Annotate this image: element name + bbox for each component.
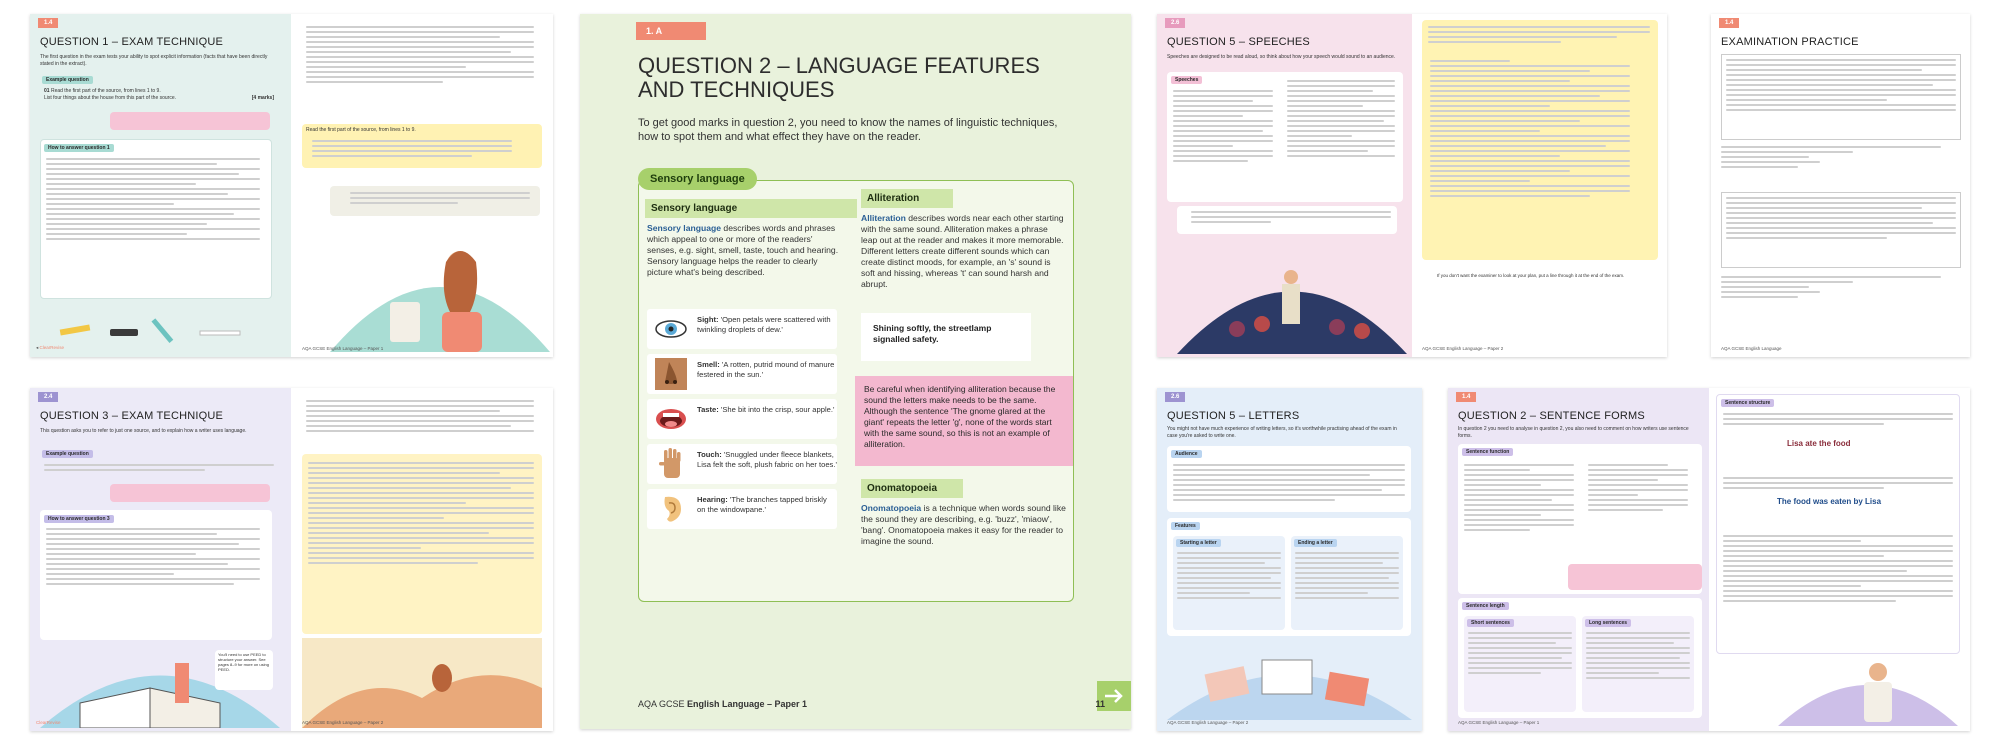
speeches-box <box>1167 72 1403 202</box>
function-label: Sentence function <box>1462 448 1513 456</box>
alliteration-term: Alliteration <box>861 213 906 223</box>
sense-taste-text <box>697 405 837 415</box>
example-label: Example question <box>42 76 93 84</box>
section-badge: 2.6 <box>1165 392 1185 402</box>
answer-box <box>302 454 542 634</box>
footer-title: AQA GCSE English Language – Paper 2 <box>1167 720 1249 725</box>
page-exam-practice <box>1711 14 1970 357</box>
sense-taste-name: Taste: <box>697 405 719 414</box>
eye-icon <box>655 313 687 345</box>
sensory-text <box>647 223 842 278</box>
question-1-lines <box>1721 146 1941 171</box>
sensory-heading: Sensory language <box>645 199 857 218</box>
page-speeches <box>1157 14 1667 357</box>
source-extract <box>302 20 542 120</box>
sense-sight-name: Sight: <box>697 315 719 324</box>
source-question-box <box>302 124 542 168</box>
letters-illustration <box>1167 640 1412 720</box>
intro-text: To get good marks in question 2, you need to know the names of linguistic techniques, how to spot them and what effect they have on the reader. <box>638 117 1058 143</box>
sense-hearing-name: Hearing: <box>697 495 728 504</box>
sense-smell-name: Smell: <box>697 360 720 369</box>
sense-smell-quote: 'A rotten, putrid mound of manure festered in the sun.' <box>697 360 835 379</box>
footer-title: AQA GCSE English Language <box>1721 346 1782 351</box>
footer-title <box>638 699 807 709</box>
ear-icon <box>655 493 687 525</box>
length-label: Sentence length <box>1462 602 1509 610</box>
section-badge: 1.4 <box>38 18 58 28</box>
page-title: QUESTION 5 – LETTERS <box>1167 410 1300 422</box>
page-exam-technique-q1 <box>30 14 553 357</box>
intro-text: In question 2 you need to analyse in question 2, you also need to comment on how writers use sentence forms. <box>1458 426 1689 439</box>
page-title: EXAMINATION PRACTICE <box>1721 36 1859 48</box>
mouth-icon <box>655 403 687 435</box>
stationery-illustration <box>50 309 280 349</box>
student-illustration <box>330 222 550 352</box>
onomatopoeia-desc: is a technique when words sound like the sound they are describing, e.g. 'buzz', 'miaow', 'bang'. Onomatopoeia makes it easy for the reader to imagine the sound. <box>861 503 1066 546</box>
marks-label: [4 marks] <box>251 94 274 101</box>
cook-illustration <box>1778 650 1958 726</box>
tip-box <box>1177 206 1397 234</box>
example-lines <box>44 464 274 474</box>
features-label: Features <box>1171 522 1200 530</box>
how-to-lines <box>46 158 260 243</box>
page-title: QUESTION 1 – EXAM TECHNIQUE <box>40 36 224 48</box>
intro-text: This question asks you to refer to just one source, and to explain how a writer uses language. <box>40 428 247 434</box>
footer-series: AQA GCSE <box>638 699 688 709</box>
question-2-lines <box>1721 276 1941 301</box>
start-box <box>1173 536 1285 630</box>
long-box <box>1582 616 1694 712</box>
question-line-1: Read the first part of the source, from lines 1 to 9. <box>50 88 161 94</box>
sense-touch-text <box>697 450 837 470</box>
extract-box-1 <box>1721 54 1961 140</box>
hand-icon <box>655 448 687 480</box>
footer-left: ClearRevise <box>36 720 61 725</box>
footer: ◂ ClearRevise <box>36 345 65 350</box>
speaker-illustration <box>1177 239 1407 354</box>
alliteration-example: Shining softly, the streetlamp signalled safety. <box>861 313 1031 361</box>
end-box <box>1291 536 1403 630</box>
source-extract <box>302 394 542 450</box>
start-label: Starting a letter <box>1176 539 1221 547</box>
page-sentence-forms <box>1448 388 1970 731</box>
section-badge: 1.4 <box>1456 392 1476 402</box>
footer-title: AQA GCSE English Language – Paper 2 <box>302 720 384 725</box>
peed-tip <box>215 650 273 690</box>
passive-example: The food was eaten by Lisa <box>1777 497 1882 506</box>
nose-icon <box>655 358 687 390</box>
active-example: Lisa ate the food <box>1787 439 1851 448</box>
sense-touch <box>647 444 837 484</box>
extract-box-2 <box>1721 192 1961 268</box>
alliteration-desc: describes words near each other starting with the same sound. Alliteration makes a phrase leap out at the reader and makes it more memorable. Different letters create different sounds which can create distinct moods, for example, an 's' sound is soft and hissing, whereas 't' can sound harsh and abrupt. <box>861 213 1064 289</box>
sense-taste <box>647 399 837 439</box>
question-text <box>44 88 274 101</box>
example-label: Example question <box>42 450 93 458</box>
speeches-label: Speeches <box>1171 76 1202 84</box>
page-language-features <box>580 14 1131 729</box>
page-title: QUESTION 2 – LANGUAGE FEATURES AND TECHNIQUES <box>638 53 1040 102</box>
section-badge: 2.4 <box>38 392 58 402</box>
audience-box <box>1167 446 1411 512</box>
sense-touch-name: Touch: <box>697 450 722 459</box>
sensory-desc: describes words and phrases which appeal to one or more of the readers' senses, e.g. sight, smell, taste, touch and hearing. Sensory language helps the reader to clearly picture what's being described. <box>647 223 839 277</box>
peed-tip-text: You'll need to use PEED to structure your answer. See pages 8–9 for more on using PEED. <box>218 652 269 672</box>
sensory-language-pill: Sensory language <box>638 168 757 190</box>
question-line-2: List four things about the house from this part of the source. <box>44 94 177 101</box>
short-label: Short sentences <box>1467 619 1514 627</box>
alliteration-warning: Be careful when identifying alliteration because the sound the letters make needs to be the same. Although the sentence 'The gnome glared at the giant' repeats the letter 'g', none of the words start with the same sound, so this is not an example of alliteration. <box>855 376 1073 466</box>
onomatopoeia-text <box>861 503 1066 547</box>
sensory-term: Sensory language <box>647 223 722 233</box>
footer-paper: English Language – Paper 1 <box>687 699 808 709</box>
pink-tip <box>1568 564 1702 590</box>
page-title: QUESTION 2 – SENTENCE FORMS <box>1458 410 1645 422</box>
structure-box <box>1716 394 1960 654</box>
length-box <box>1458 598 1702 718</box>
page-title: QUESTION 3 – EXAM TECHNIQUE <box>40 410 224 422</box>
pink-tip <box>110 112 270 130</box>
sense-hearing-quote: 'The branches tapped briskly on the windowpane.' <box>697 495 827 514</box>
intro-text: The first question in the exam tests your ability to spot explicit information (facts that have been directly stated in the extract). <box>40 54 268 67</box>
features-box <box>1167 518 1411 636</box>
content-frame <box>638 173 1074 602</box>
long-label: Long sentences <box>1585 619 1631 627</box>
pink-tip <box>110 484 270 502</box>
tip-box <box>330 186 540 216</box>
sense-sight <box>647 309 837 349</box>
how-to-label: How to answer question 3 <box>44 515 114 523</box>
structure-label: Sentence structure <box>1721 399 1774 407</box>
how-to-lines <box>46 528 260 588</box>
audience-label: Audience <box>1171 450 1202 458</box>
sense-hearing <box>647 489 837 529</box>
section-badge: 2.6 <box>1165 18 1185 28</box>
intro-text: You might not have much experience of writing letters, so it's worthwhile practising ahead of the exam in case you're asked to write one. <box>1167 426 1397 439</box>
sense-touch-quote: 'Snuggled under fleece blankets, Lisa felt the soft, plush fabric on her toes.' <box>697 450 837 469</box>
onomatopoeia-term: Onomatopoeia <box>861 503 922 513</box>
sense-smell-text <box>697 360 837 380</box>
page-title: QUESTION 5 – SPEECHES <box>1167 36 1310 48</box>
page-letters <box>1157 388 1422 731</box>
sense-taste-quote: 'She bit into the crisp, sour apple.' <box>718 405 835 414</box>
how-to-label: How to answer question 1 <box>44 144 114 152</box>
sense-sight-text <box>697 315 837 335</box>
onomatopoeia-heading: Onomatopoeia <box>861 479 963 498</box>
alliteration-text <box>861 213 1066 290</box>
source-question: Read the first part of the source, from lines 1 to 9. <box>306 127 416 133</box>
intro-text: Speeches are designed to be read aloud, so think about how your speech would sound to an audience. <box>1167 54 1396 60</box>
page-number: 11 <box>1095 699 1105 709</box>
footnote-box <box>1425 269 1657 285</box>
sense-hearing-text <box>697 495 837 515</box>
end-label: Ending a letter <box>1294 539 1337 547</box>
footnote: If you don't want the examiner to look at your plan, put a line through it at the end of the exam. <box>1437 273 1625 278</box>
footer-title: AQA GCSE English Language – Paper 1 <box>302 346 384 351</box>
section-badge: 1. A <box>636 22 706 40</box>
short-box <box>1464 616 1576 712</box>
alliteration-heading: Alliteration <box>861 189 953 208</box>
footer-title: AQA GCSE English Language – Paper 2 <box>1422 346 1504 351</box>
page-exam-technique-q3 <box>30 388 553 731</box>
sense-smell <box>647 354 837 394</box>
sunset-illustration <box>302 638 542 728</box>
section-badge: 1.4 <box>1719 18 1739 28</box>
question-number: 01 <box>44 88 50 94</box>
footer-title: AQA GCSE English Language – Paper 1 <box>1458 720 1540 725</box>
sense-sight-quote: 'Open petals were scattered with twinkling droplets of dew.' <box>697 315 831 334</box>
plan-box <box>1422 20 1658 260</box>
